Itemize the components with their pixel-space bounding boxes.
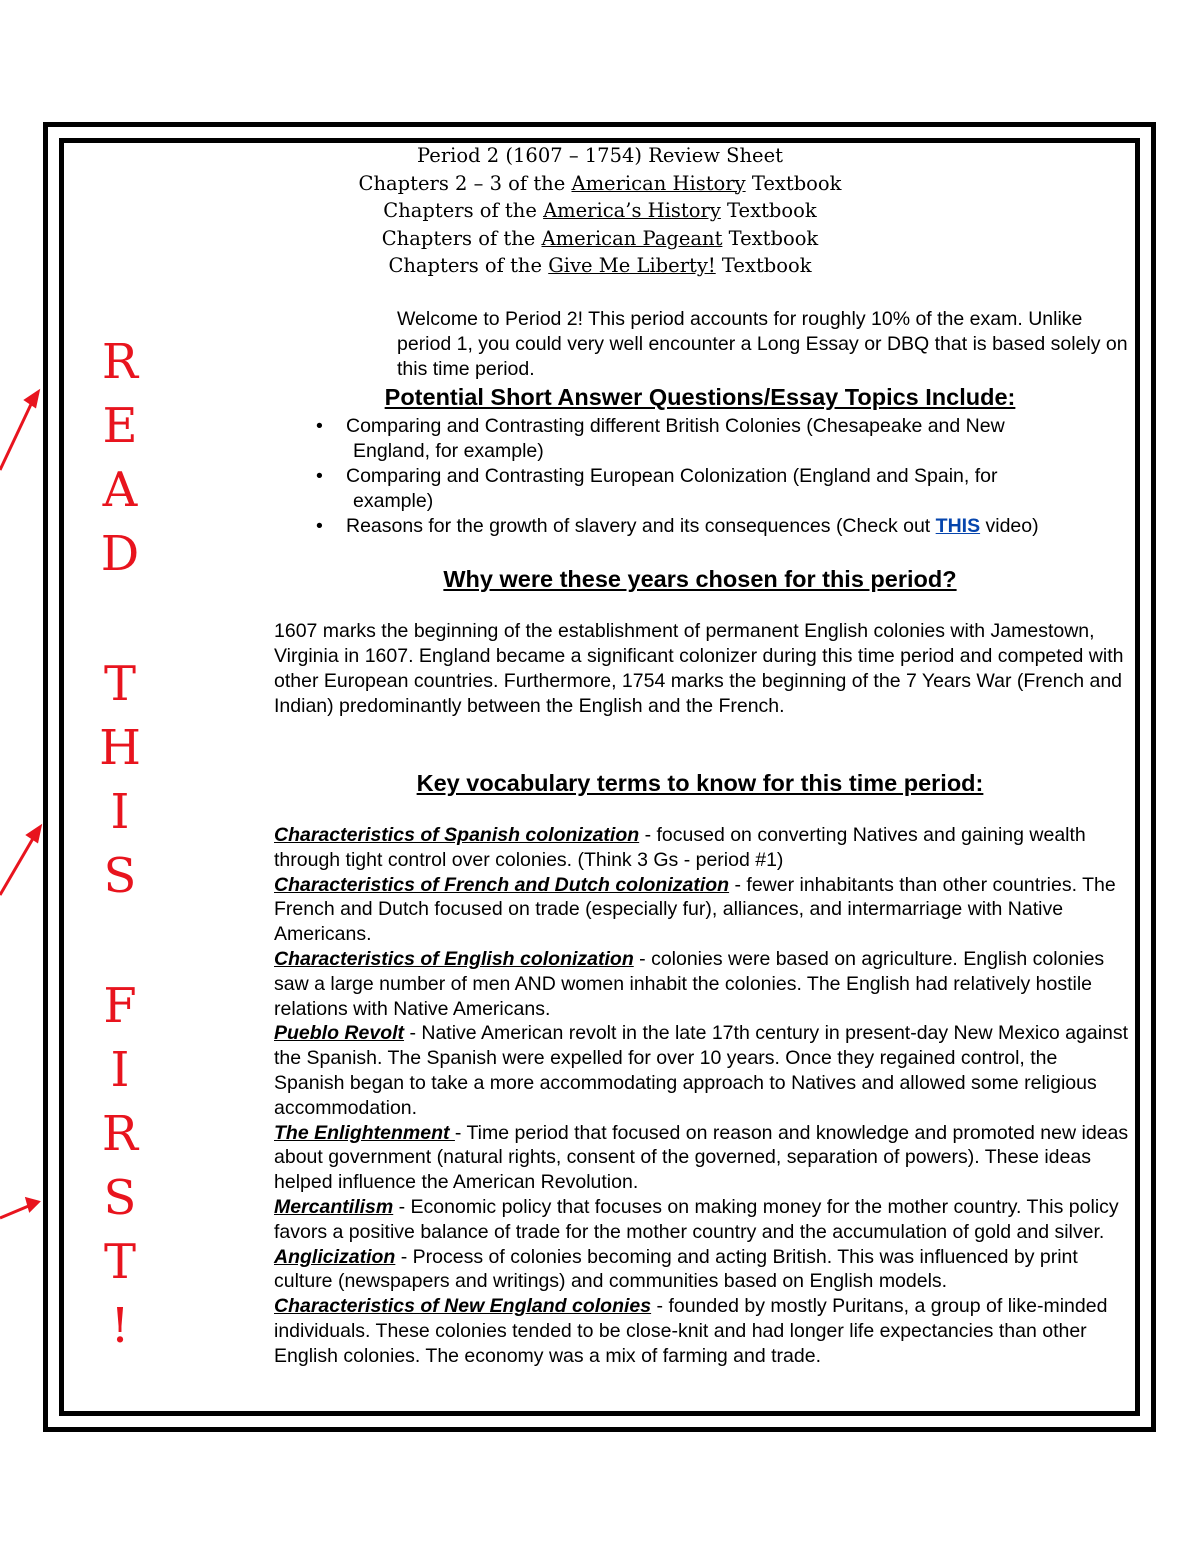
vocab-heading: Key vocabulary terms to know for this time period: — [416, 770, 984, 796]
vocab-entry — [274, 947, 1132, 1021]
chapters-text: Chapters 2 – 3 of the — [358, 171, 572, 195]
chapters-text: Textbook — [715, 254, 812, 277]
side-letter: R — [101, 334, 139, 390]
book-title: American History — [571, 171, 746, 195]
side-letter: S — [103, 1170, 137, 1226]
vocab-term: Pueblo Revolt — [274, 1022, 405, 1045]
list-item-text: Comparing and Contrasting different British Colonies (Chesapeake and New — [346, 415, 1005, 437]
bullet-icon: • — [316, 415, 323, 437]
vocab-entry — [274, 823, 1132, 873]
arrow-1-head-icon — [26, 392, 38, 406]
side-letter: D — [100, 526, 140, 582]
vocab-entry — [274, 1021, 1132, 1120]
side-letter: H — [99, 720, 141, 776]
list-item — [314, 414, 1129, 464]
vocab-term: Characteristics of Spanish colonization — [274, 824, 640, 846]
side-letter: S — [103, 848, 137, 904]
chapters-line — [260, 170, 940, 198]
side-letter: T — [103, 656, 136, 712]
arrow-2-head-icon — [28, 827, 40, 841]
potential-questions-heading: Potential Short Answer Questions/Essay Topics Include: — [384, 384, 1016, 410]
list-item — [314, 464, 1129, 514]
red-arrows — [0, 0, 60, 1553]
arrow-2-icon — [0, 835, 35, 895]
page-title: Period 2 (1607 – 1754) Review Sheet — [417, 144, 783, 167]
vocab-definition: - colonies were based on agriculture. English colonies saw a large number of men AND women inhabit the colonies. The English had relatively hostile relations with Native Americans. — [274, 947, 1105, 1020]
why-years-paragraph: 1607 marks the beginning of the establishment of permanent English colonies with Jamestown, Virginia in 1607. England became a significant colonizer during this time period and competed with other European countries. Furthermore, 1754 marks the beginning of the 7 Years War (French and Indian) predominantly between the English and the French. — [274, 620, 1124, 717]
vocab-entry — [274, 1121, 1132, 1195]
vocab-term: Anglicization — [274, 1245, 396, 1268]
chapters-line — [260, 225, 940, 253]
vocab-definition: - Process of colonies becoming and acting British. This was influenced by print culture (newspapers and writings) and communities based on English models. — [274, 1245, 1078, 1293]
list-item-text: Comparing and Contrasting European Colonization (England and Spain, for — [346, 465, 998, 487]
side-letter: A — [102, 462, 138, 518]
vocab-definition: - Economic policy that focuses on making money for the mother country. This policy favors a positive balance of trade for the mother country and the accumulation of gold and silver. — [274, 1195, 1119, 1243]
vocab-definition: - founded by mostly Puritans, a group of like-minded individuals. These colonies tended to be close-knit and had longer life expectancies than other English colonies. The economy was a mix of farming and trade. — [274, 1295, 1108, 1367]
vocab-definition: - fewer inhabitants than other countries. The French and Dutch focused on trade (especially fur), alliances, and intermarriage with Native Americans. — [274, 873, 1116, 946]
read-this-first-label — [96, 330, 144, 1358]
arrow-3-head-icon — [27, 1199, 38, 1210]
list-item-text: Reasons for the growth of slavery and its consequences (Check out — [346, 515, 936, 537]
book-title: America’s History — [543, 199, 721, 222]
chapters-text: Textbook — [722, 226, 819, 250]
vocab-entry — [274, 873, 1132, 947]
vocab-term: Characteristics of French and Dutch colonization — [274, 873, 730, 896]
arrow-3-icon — [0, 1205, 31, 1218]
topics-list — [314, 414, 1129, 539]
vocab-term: Characteristics of New England colonies — [274, 1295, 652, 1318]
list-item — [314, 514, 1129, 539]
vocab-term: The Enlightenment — [274, 1121, 455, 1144]
vocab-list — [274, 823, 1132, 1369]
chapters-text: Textbook — [745, 171, 842, 195]
vocab-definition: - Native American revolt in the late 17th century in present-day New Mexico against the Spanish. The Spanish were expelled for over 10 years. Once they regained control, the Spanish began to take a more accommodating approach to Natives and allowed some religious accommodation. — [274, 1022, 1129, 1119]
list-item-text: video) — [980, 515, 1039, 537]
chapters-text: Chapters of the — [381, 226, 542, 250]
list-item-text: example) — [353, 490, 434, 512]
side-letter: T — [103, 1234, 136, 1290]
side-letter: ! — [110, 1298, 130, 1354]
side-letter: R — [101, 1106, 139, 1162]
document-header — [260, 142, 940, 280]
chapters-line — [260, 197, 940, 225]
chapters-text: Chapters of the — [388, 254, 549, 277]
side-letter: I — [110, 784, 130, 840]
book-title: American Pageant — [541, 226, 723, 250]
side-letter: E — [102, 398, 138, 454]
vocab-entry — [274, 1245, 1132, 1295]
arrow-1-icon — [0, 400, 33, 470]
why-years-heading: Why were these years chosen for this period? — [443, 566, 957, 592]
vocab-entry — [274, 1294, 1132, 1368]
list-item-text: England, for example) — [353, 440, 544, 462]
bullet-icon: • — [316, 515, 323, 537]
side-letter: I — [110, 1042, 130, 1098]
vocab-entry — [274, 1195, 1132, 1245]
vocab-definition: - Time period that focused on reason and knowledge and promoted new ideas about government (natural rights, consent of the governed, separation of powers). These ideas helped influence the American Revolution. — [274, 1121, 1129, 1194]
welcome-paragraph: Welcome to Period 2! This period accounts for roughly 10% of the exam. Unlike period 1, you could very well encounter a Long Essay or DBQ that is based solely on this time period. — [397, 308, 1128, 380]
vocab-definition: - focused on converting Natives and gaining wealth through tight control over colonies. (Think 3 Gs - period #1) — [274, 824, 1086, 871]
vocab-term: Mercantilism — [274, 1195, 394, 1218]
side-letter: F — [103, 978, 137, 1034]
chapters-line — [260, 252, 940, 280]
chapters-text: Textbook — [720, 199, 817, 222]
bullet-icon: • — [316, 465, 323, 487]
chapters-text: Chapters of the — [383, 199, 544, 222]
this-video-link[interactable]: THIS — [935, 515, 981, 537]
vocab-term: Characteristics of English colonization — [274, 947, 634, 970]
book-title: Give Me Liberty! — [548, 254, 716, 277]
